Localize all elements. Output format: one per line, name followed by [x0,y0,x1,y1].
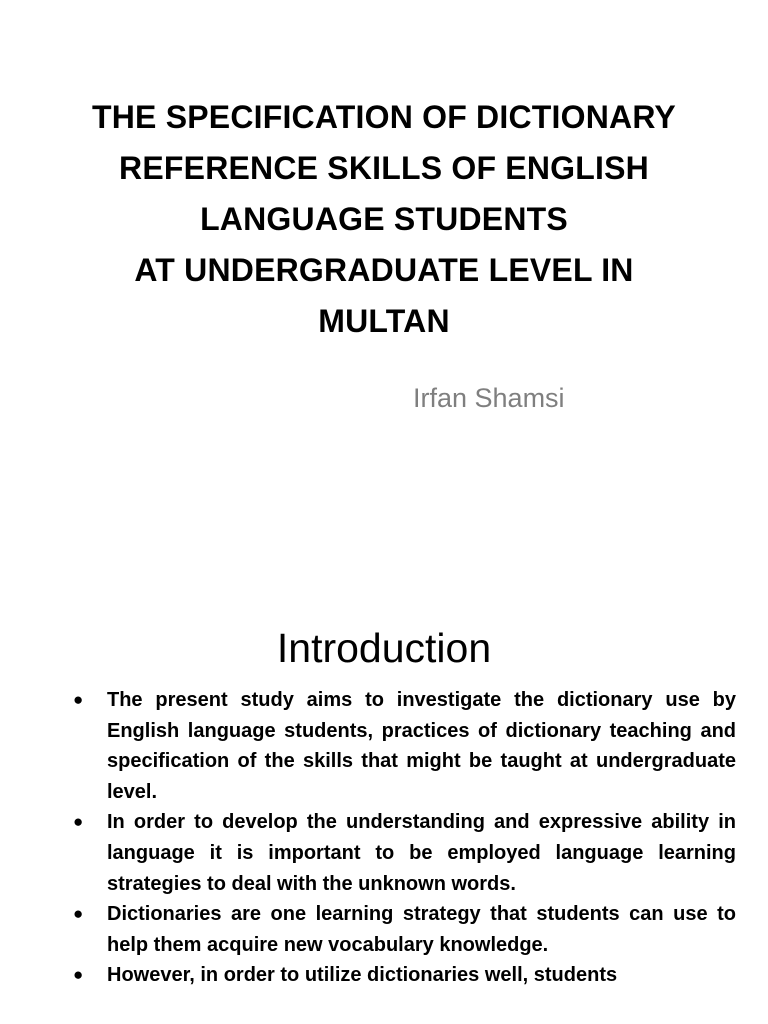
title-line-5: MULTAN [318,303,450,339]
list-item [70,899,736,960]
list-item [70,807,736,899]
introduction-bullet-list [70,685,736,991]
list-item [70,685,736,807]
list-item [70,960,736,991]
document-title [30,92,738,347]
list-item-text: Dictionaries are one learning strategy that students can use to help them acquire new vocabulary knowledge. [107,903,736,956]
bullet-icon: ● [73,690,84,709]
list-item-text: The present study aims to investigate the dictionary use by English language students, practices of dictionary teaching and specification of the skills that might be taught at undergraduate level. [107,689,736,803]
title-line-2: REFERENCE SKILLS OF ENGLISH [119,150,649,186]
introduction-heading: Introduction [276,625,492,671]
title-line-4: AT UNDERGRADUATE LEVEL IN [134,252,634,288]
bullet-icon: ● [73,965,84,985]
bullet-icon: ● [73,812,84,832]
bullet-icon: ● [73,904,84,924]
author-name: Irfan Shamsi [413,383,565,413]
list-item-text: However, in order to utilize dictionaries well, students [107,964,618,987]
title-line-1: THE SPECIFICATION OF DICTIONARY [92,99,676,135]
list-item-text: In order to develop the understanding and expressive ability in language it is important to be employed language learning strategies to deal with the unknown words. [107,811,736,895]
title-line-3: LANGUAGE STUDENTS [200,201,568,237]
